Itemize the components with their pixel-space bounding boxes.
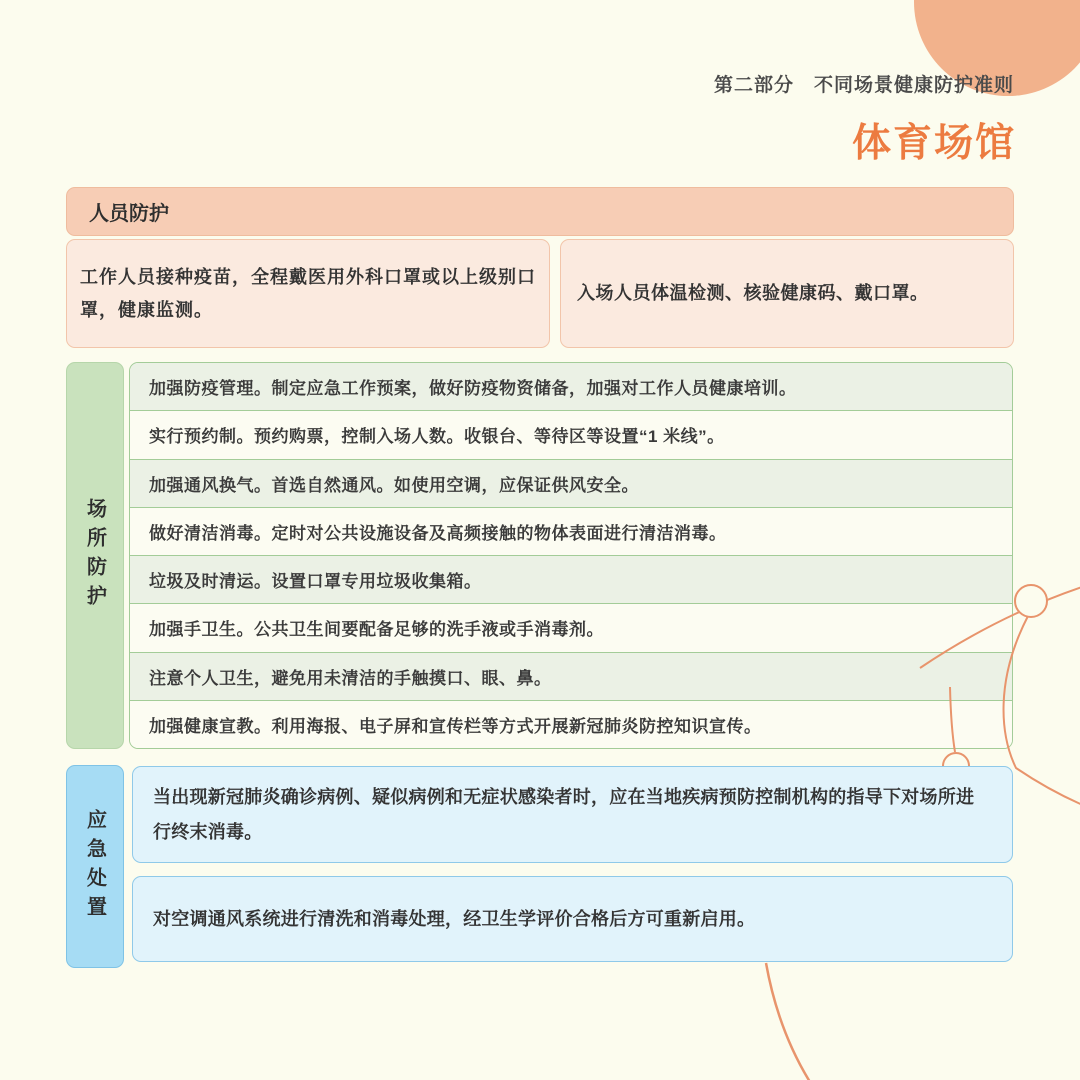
page-title: 体育场馆	[851, 122, 1016, 165]
emergency-response-label: 应急处置	[66, 765, 124, 968]
personnel-item-staff	[66, 239, 550, 348]
venue-row-8: 加强健康宣教。利用海报、电子屏和宣传栏等方式开展新冠肺炎防控知识宣传。	[130, 700, 1012, 748]
personnel-item-visitors	[560, 239, 1014, 348]
emergency-item-disinfection-text: 当出现新冠肺炎确诊病例、疑似病例和无症状感染者时，应在当地疾病预防控制机构的指导下对场所进行终末消毒。	[153, 787, 975, 842]
emergency-item-disinfection	[132, 766, 1013, 863]
venue-row-6: 加强手卫生。公共卫生间要配备足够的洗手液或手消毒剂。	[130, 603, 1012, 651]
venue-protection-label: 场所防护	[66, 362, 124, 749]
venue-row-3: 加强通风换气。首选自然通风。如使用空调，应保证供风安全。	[130, 459, 1012, 507]
venue-row-5: 垃圾及时清运。设置口罩专用垃圾收集箱。	[130, 555, 1012, 603]
venue-row-1: 加强防疫管理。制定应急工作预案，做好防疫物资储备，加强对工作人员健康培训。	[130, 363, 1012, 410]
venue-row-2: 实行预约制。预约购票，控制入场人数。收银台、等待区等设置“1 米线”。	[130, 410, 1012, 458]
part-label: 第二部分 不同场景健康防护准则	[713, 75, 1014, 96]
personnel-protection-header: 人员防护	[66, 187, 1014, 236]
venue-protection-list	[129, 362, 1013, 749]
personnel-item-staff-text: 工作人员接种疫苗，全程戴医用外科口罩或以上级别口罩，健康监测。	[80, 267, 536, 320]
personnel-item-visitors-text: 入场人员体温检测、核验健康码、戴口罩。	[577, 283, 929, 304]
emergency-item-hvac-text: 对空调通风系统进行清洗和消毒处理，经卫生学评价合格后方可重新启用。	[153, 908, 756, 929]
emergency-item-hvac	[132, 876, 1013, 962]
venue-row-7: 注意个人卫生，避免用未清洁的手触摸口、眼、鼻。	[130, 652, 1012, 700]
venue-row-4: 做好清洁消毒。定时对公共设施设备及高频接触的物体表面进行清洁消毒。	[130, 507, 1012, 555]
